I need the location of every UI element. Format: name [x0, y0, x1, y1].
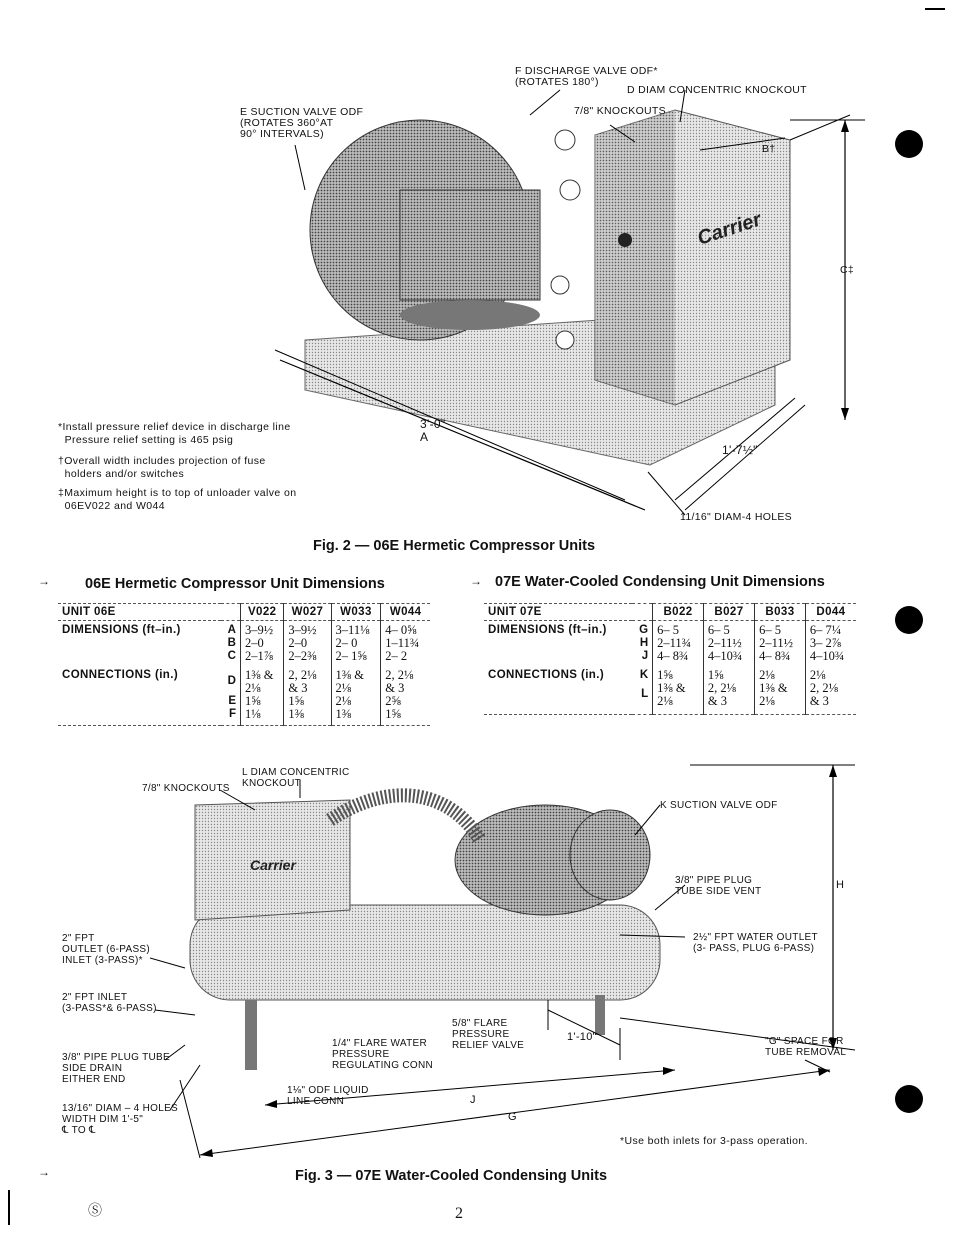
table07e-dim-label: DIMENSIONS (ft–in.) — [488, 624, 607, 636]
table06e-conn-label: CONNECTIONS (in.) — [62, 669, 179, 681]
table06e-title: 06E Hermetic Compressor Unit Dimensions — [85, 576, 385, 592]
fig2-note-width: †Overall width includes projection of fuse holders and/or switches — [58, 455, 266, 480]
table07e-title: 07E Water-Cooled Condensing Unit Dimensions — [495, 574, 825, 590]
corner-mark — [925, 8, 945, 10]
table06e-col-2: W033 — [331, 604, 381, 621]
fig2-caption: Fig. 2 — 06E Hermetic Compressor Units — [313, 538, 596, 554]
fig3-label-flare-water: 1/4" FLARE WATER PRESSURE REGULATING CONN — [332, 1038, 433, 1071]
punch-hole — [895, 1085, 923, 1113]
punch-hole — [895, 130, 923, 158]
fig3-label-g-space: "G" SPACE FOR TUBE REMOVAL — [765, 1036, 847, 1058]
fig2-dim-a: 3'-0" A — [420, 417, 446, 444]
change-arrow: → — [38, 1165, 50, 1179]
fig2-label-knockouts: 7/8" KNOCKOUTS — [574, 105, 666, 117]
table06e-col-0: V022 — [240, 604, 283, 621]
fig2-note-height: ‡Maximum height is to top of unloader valve on 06EV022 and W044 — [58, 487, 297, 512]
fig3-label-knockouts: 7/8" KNOCKOUTS — [142, 783, 230, 794]
margin-mark — [8, 1190, 10, 1225]
fig3-label-odf-liquid: 1⅛" ODF LIQUID LINE CONN — [287, 1085, 369, 1107]
fig3-dim-g: G — [508, 1111, 517, 1123]
table06e: UNIT 06E V022 W027 W033 W044 DIMENSIONS (ft–in.) A 3–9½ 3–9½ 3–11⅛ 4– 0⅝ B 2–0 2–0 2– 0 1–11¾ C 2–1⅞ 2–2⅜ 2– 1⅝ 2– 2 CONNECTIONS (in.) D 1⅜ & 2⅛ 2, 2⅛ & 3 1⅜ & 2⅛ 2, 2⅛ & 3 E 1⅝ 1⅝ 2⅛ 2⅝ F 1⅛ 1⅜ 1⅜ 1⅝ — [58, 603, 430, 726]
table07e-unit-header: UNIT 07E — [484, 604, 632, 621]
fig3-brand: Carrier — [250, 857, 296, 873]
fig3-label-outlet: 2" FPT OUTLET (6-PASS) INLET (3-PASS)* — [62, 933, 151, 966]
table07e-col-0: B022 — [653, 604, 704, 621]
page-symbol: Ⓢ — [88, 1202, 102, 1218]
fig2-label-concentric: D DIAM CONCENTRIC KNOCKOUT — [627, 84, 807, 96]
fig2-note-relief: *Install pressure relief device in discharge line Pressure relief setting is 465 psig — [58, 421, 291, 446]
table07e-col-1: B027 — [703, 604, 754, 621]
table06e-unit-header: UNIT 06E — [58, 604, 221, 621]
table06e-col-3: W044 — [381, 604, 430, 621]
fig3-drawing — [150, 760, 860, 1160]
fig3-dim-j: J — [470, 1094, 476, 1106]
fig2-dim-side: 1'-7½" — [722, 443, 758, 457]
punch-hole — [895, 606, 923, 634]
fig2-brand: Carrier — [694, 208, 764, 250]
table06e-col-1: W027 — [284, 604, 331, 621]
change-arrow: → — [470, 574, 482, 588]
table07e-col-3: D044 — [805, 604, 856, 621]
fig3-label-k-suction: K SUCTION VALVE ODF — [660, 800, 778, 811]
condenser-shell — [190, 905, 660, 1000]
fig3-dim-h: H — [836, 879, 845, 891]
table07e-conn-label: CONNECTIONS (in.) — [488, 669, 605, 681]
fig3-label-water-outlet: 2½" FPT WATER OUTLET (3- PASS, PLUG 6-PASS) — [693, 932, 818, 954]
fig3-label-pipe-drain: 3/8" PIPE PLUG TUBE SIDE DRAIN EITHER END — [62, 1052, 170, 1085]
table07e-col-2: B033 — [755, 604, 806, 621]
change-arrow: → — [38, 574, 50, 588]
fig2-dim-c: C‡ — [840, 264, 855, 276]
fig2-dim-b: B† — [762, 143, 776, 155]
fig3-label-flare-relief: 5/8" FLARE PRESSURE RELIEF VALVE — [452, 1018, 525, 1051]
fig3-caption: Fig. 3 — 07E Water-Cooled Condensing Units — [295, 1168, 608, 1184]
table06e-dim-label: DIMENSIONS (ft–in.) — [62, 624, 181, 636]
fig3-dim-110: 1'-10" — [567, 1031, 597, 1043]
fig2-label-suction: E SUCTION VALVE ODF (ROTATES 360°AT 90° INTERVALS) — [240, 106, 364, 140]
fig2-label-holes: 11/16" DIAM-4 HOLES — [680, 511, 792, 523]
fig3-label-pipe-vent: 3/8" PIPE PLUG TUBE SIDE VENT — [675, 875, 762, 897]
fig3-footnote: *Use both inlets for 3-pass operation. — [620, 1135, 808, 1147]
fig3-label-inlet: 2" FPT INLET (3-PASS*& 6-PASS) — [62, 992, 157, 1014]
table07e: UNIT 07E B022 B027 B033 D044 DIMENSIONS (ft–in.) G 6– 5 6– 5 6– 5 6– 7¼ H 2–11¾ 2–11½ 2–11½ 3– 2⅞ J 4– 8¾ 4–10¾ 4– 8¾ 4–10¾ CONNECTIONS (in.) K 1⅝ 1⅝ 2⅛ 2⅛ L 1⅜ & 2⅛ 2, 2⅛ & 3 1⅜ & 2⅛ 2, 2⅛ & 3 — [484, 603, 856, 715]
page-number: 2 — [455, 1205, 463, 1222]
fig3-label-holes: 13/16" DIAM – 4 HOLES WIDTH DIM 1'-5" ℄ TO ℄ — [62, 1103, 179, 1136]
fig3-label-l-knockout: L DIAM CONCENTRIC KNOCKOUT — [242, 767, 350, 789]
fig2-label-discharge: F DISCHARGE VALVE ODF* (ROTATES 180°) — [515, 65, 658, 88]
